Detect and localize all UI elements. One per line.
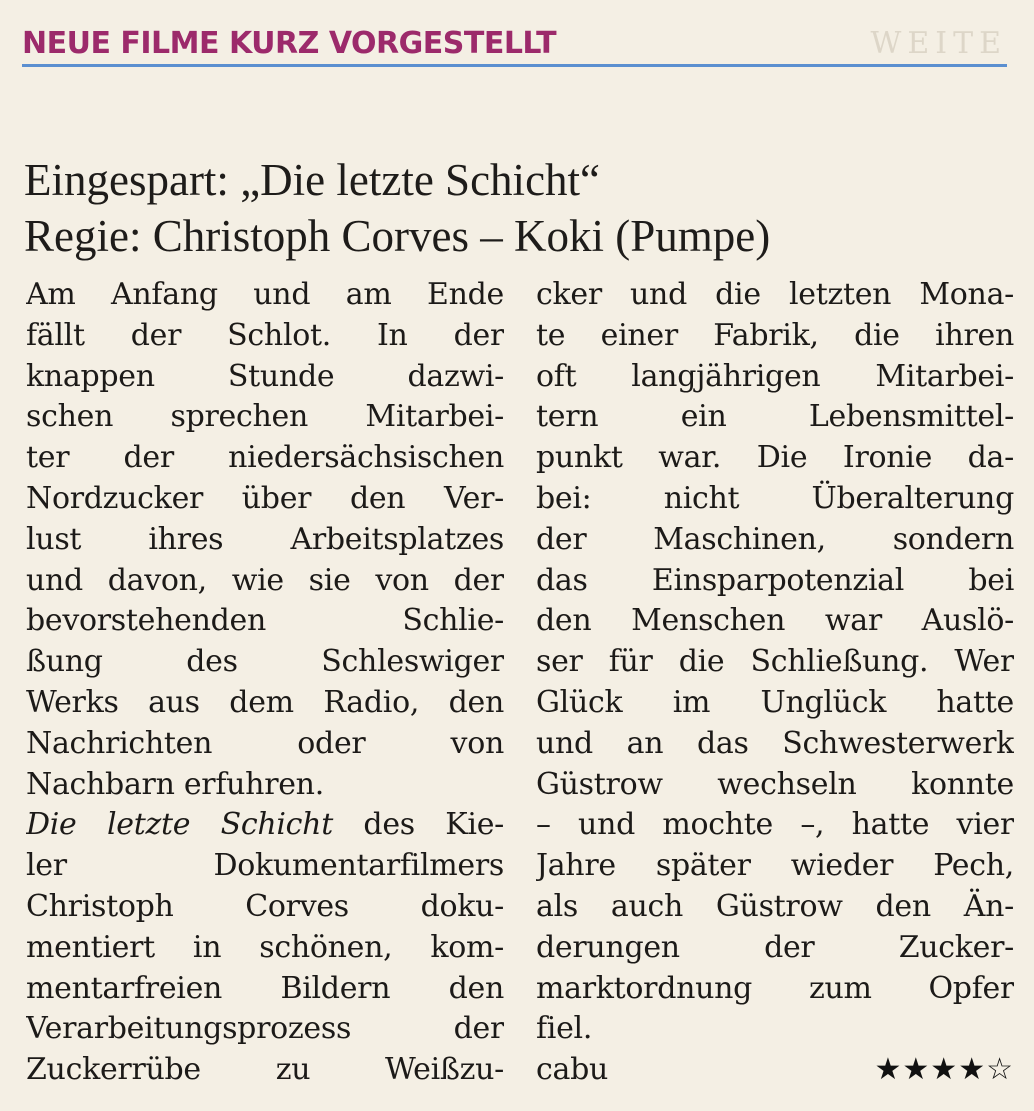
headline-line-2: Regie: Christoph Corves – Koki (Pumpe) [24, 211, 771, 261]
text-line: punkt war. Die Ironie da- [536, 440, 1014, 476]
text-line: Nachbarn erfuhren. [26, 766, 324, 802]
text-line: mentarfreien Bildern den [26, 970, 504, 1006]
text-line: tern ein Lebensmittel- [536, 399, 1014, 435]
bleed-through-text: WEITE [870, 26, 1007, 61]
text-line: Nachrichten oder von [26, 725, 504, 761]
film-title-line [26, 805, 504, 846]
text-line: schen sprechen Mitarbei- [26, 399, 504, 435]
text-line: Zuckerrübe zu Weißzu- [26, 1052, 504, 1088]
text-line: cker und die letzten Mona- [536, 277, 1014, 312]
text-line: Nordzucker über den Ver- [26, 480, 504, 516]
text-line: mentiert in schönen, kom- [26, 929, 504, 965]
text-line: derungen der Zucker- [536, 929, 1014, 965]
text-line: marktordnung zum Opfer [536, 970, 1014, 1006]
author-signature: cabu [536, 1052, 609, 1088]
film-title-line-rest: des Kie- [332, 807, 504, 843]
text-line: bevorstehenden Schlie- [26, 603, 504, 639]
text-line: oft langjährigen Mitarbei- [536, 358, 1014, 394]
text-line: Güstrow wechseln konnte [536, 766, 1014, 802]
text-line: und an das Schwesterwerk [536, 725, 1014, 761]
text-line: ter der niedersächsischen [26, 440, 504, 476]
article-column-right [536, 275, 1014, 1091]
text-line: Am Anfang und am Ende [26, 277, 504, 312]
star-rating [875, 1050, 1014, 1091]
text-line: das Einsparpotenzial bei [536, 562, 1014, 598]
text-line: Jahre später wieder Pech, [536, 848, 1014, 884]
text-line: lust ihres Arbeitsplatzes [26, 521, 504, 557]
star-empty-icon: ☆ [986, 1052, 1014, 1088]
text-line: fällt der Schlot. In der [26, 317, 504, 353]
text-line: als auch Güstrow den Än- [536, 888, 1014, 924]
film-title: Die letzte Schicht [26, 807, 333, 843]
text-line: Werks aus dem Radio, den [26, 684, 504, 720]
star-filled-icon: ★★★★ [874, 1052, 987, 1088]
article-column-left [26, 275, 504, 1091]
text-line: ler Dokumentarfilmers [26, 848, 504, 884]
text-line: Glück im Unglück hatte [536, 684, 1014, 720]
text-line: te einer Fabrik, die ihren [536, 317, 1014, 353]
text-line: bei: nicht Überalterung [536, 480, 1014, 516]
text-line: ßung des Schleswiger [26, 644, 504, 680]
text-line: ser für die Schließung. Wer [536, 644, 1014, 680]
section-header [22, 24, 1007, 67]
text-line: den Menschen war Auslö- [536, 603, 1014, 639]
text-line: knappen Stunde dazwi- [26, 358, 504, 394]
text-line: der Maschinen, sondern [536, 521, 1014, 557]
text-line: Christoph Corves doku- [26, 888, 504, 924]
text-line: Verarbeitungsprozess der [26, 1011, 504, 1047]
text-line: fiel. [536, 1011, 593, 1047]
headline-line-1: Eingespart: „Die letzte Schicht“ [24, 155, 601, 205]
article-headline [24, 152, 1014, 264]
signature-line [536, 1050, 1014, 1091]
text-line: und davon, wie sie von der [26, 562, 504, 598]
section-title: NEUE FILME KURZ VORGESTELLT [22, 26, 557, 61]
text-line: – und mochte –, hatte vier [536, 807, 1014, 843]
